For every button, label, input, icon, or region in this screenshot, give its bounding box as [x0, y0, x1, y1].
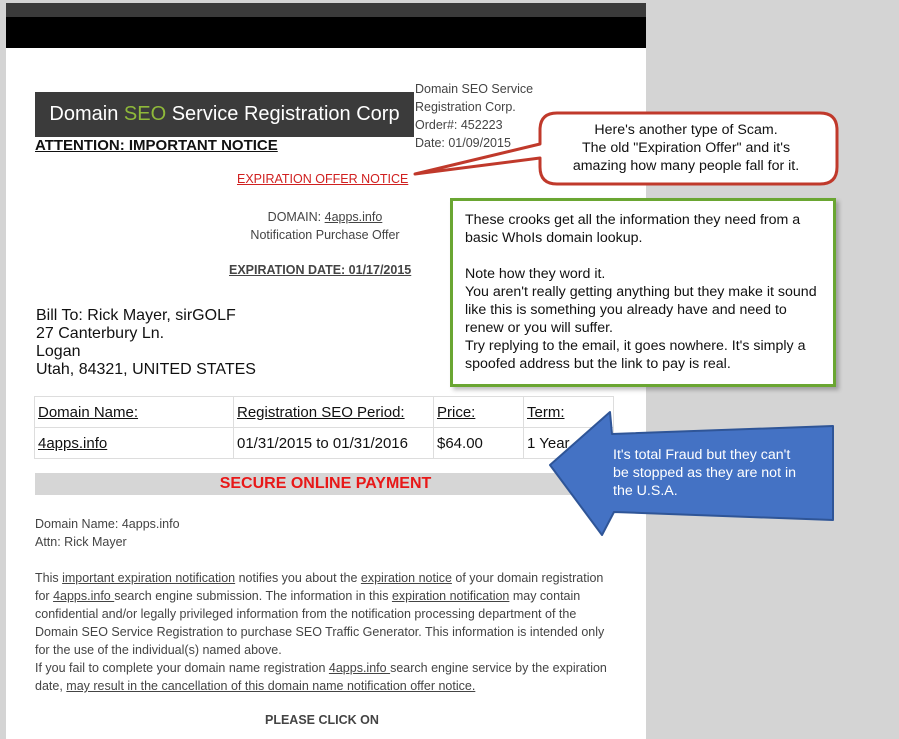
table-header-row	[35, 397, 614, 428]
column-header: Domain Name:	[35, 397, 234, 428]
bill-to-city: Logan	[36, 343, 81, 360]
logo-text-seo: SEO	[123, 103, 167, 125]
column-header: Registration SEO Period:	[234, 397, 434, 428]
please-click-text: PLEASE CLICK ON	[265, 713, 379, 727]
attention-heading: ATTENTION: IMPORTANT NOTICE	[35, 137, 278, 154]
para-text: If you fail to complete your domain name registration	[35, 661, 329, 675]
order-date: Date: 01/09/2015	[415, 136, 511, 150]
table-row	[35, 428, 614, 459]
red-callout-text	[545, 121, 827, 175]
para-text: search engine service by the expiration date,	[35, 661, 607, 693]
note-paragraph: Try replying to the email, it goes nowhere. It's simply a spoofed address but the link to pay is real.	[465, 338, 806, 372]
company-logo	[35, 92, 414, 137]
note-paragraph: These crooks get all the information they need from a basic WhoIs domain lookup.	[465, 212, 801, 246]
bill-to-street: 27 Canterbury Ln.	[36, 325, 165, 342]
callout-line: amazing how many people fall for it.	[572, 158, 800, 174]
order-number: Order#: 452223	[415, 118, 503, 132]
summary-attn: Attn: Rick Mayer	[35, 535, 127, 549]
expiration-offer-link[interactable]: EXPIRATION OFFER NOTICE	[237, 172, 409, 186]
column-header: Term:	[524, 397, 614, 428]
table-cell: 1 Year	[524, 428, 614, 459]
logo-text-2: Service Registration Corp	[166, 103, 400, 125]
bill-to-name: Bill To: Rick Mayer, sirGOLF	[36, 307, 236, 324]
sender-line: Domain SEO Service	[415, 82, 534, 96]
column-header: Price:	[434, 397, 524, 428]
note-paragraph: Note how they word it.	[465, 266, 606, 282]
logo-text-1: Domain	[49, 103, 124, 125]
para-link[interactable]: expiration notice	[360, 571, 452, 585]
sender-line: Registration Corp.	[415, 100, 516, 114]
table-cell: $64.00	[434, 428, 524, 459]
bill-to-state: Utah, 84321, UNITED STATES	[36, 361, 256, 378]
note-paragraph: You aren't really getting anything but they make it sound like this is something you already have and need to renew or you will suffer.	[465, 284, 817, 336]
blue-callout-text: It's total Fraud but they can't be stopped as they are not in the U.S.A.	[613, 447, 796, 499]
callout-line: The old "Expiration Offer" and it's	[581, 140, 791, 156]
summary-domain: Domain Name: 4apps.info	[35, 517, 180, 531]
expiration-date: EXPIRATION DATE: 01/17/2015	[229, 263, 412, 277]
green-note	[450, 198, 836, 387]
domain-block	[180, 208, 470, 244]
domain-link[interactable]: 4apps.info	[324, 210, 383, 224]
para-link[interactable]: 4apps.info	[53, 589, 115, 603]
domain-label: DOMAIN:	[267, 210, 325, 224]
para-text: of your domain registration for	[35, 571, 604, 603]
para-link[interactable]: may result in the cancellation of this domain name notification offer notice.	[66, 679, 476, 693]
notice-paragraph	[35, 569, 620, 695]
para-text: search engine submission. The information in this	[114, 589, 392, 603]
secure-payment-bar: SECURE ONLINE PAYMENT	[35, 473, 616, 495]
email-header-bar	[6, 17, 646, 48]
table-cell: 01/31/2015 to 01/31/2016	[234, 428, 434, 459]
callout-line: Here's another type of Scam.	[594, 122, 778, 138]
purchase-offer-text: Notification Purchase Offer	[250, 228, 400, 242]
bill-to-address	[36, 307, 256, 379]
para-text: notifies you about the	[235, 571, 361, 585]
order-table	[34, 396, 614, 459]
para-text: may contain confidential and/or legally privileged information from the notification processing department of the Domain SEO Service Registration to purchase SEO Traffic Generator. This information is intended only for the use of the individual(s) named above.	[35, 589, 605, 657]
para-text: This	[35, 571, 63, 585]
domain-name-link[interactable]: 4apps.info	[38, 434, 108, 452]
para-link[interactable]: 4apps.info	[328, 661, 391, 675]
para-link[interactable]: expiration notification	[391, 589, 510, 603]
para-link[interactable]: important expiration notification	[62, 571, 236, 585]
payment-summary	[35, 515, 180, 551]
window-top-bar	[6, 3, 646, 17]
table-cell-domain	[35, 428, 234, 459]
